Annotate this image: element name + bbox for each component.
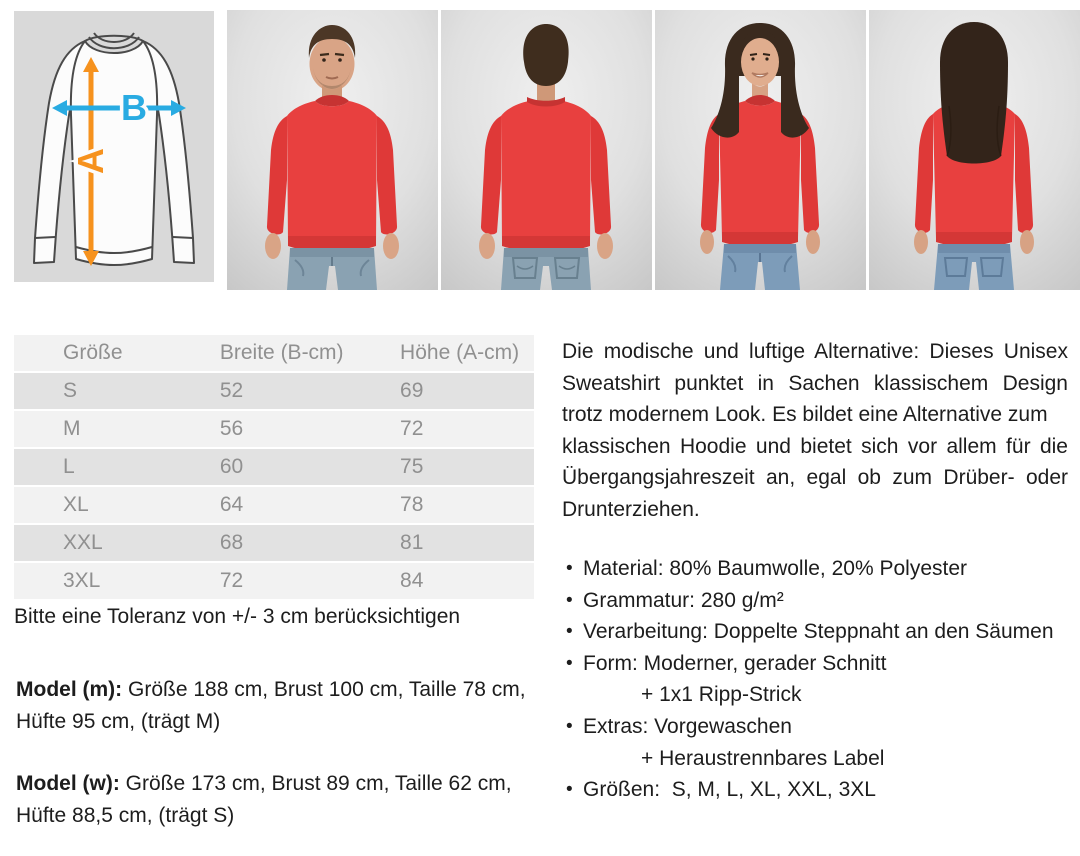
size-cell: 52: [171, 372, 351, 410]
size-cell: L: [14, 448, 171, 486]
table-row: [14, 448, 534, 486]
size-cell: 84: [351, 562, 534, 600]
model-w-info: [16, 768, 534, 832]
label-b: B: [121, 87, 147, 128]
tolerance-note: Bitte eine Toleranz von +/- 3 cm berücksichtigen: [14, 605, 461, 628]
size-cell: XXL: [14, 524, 171, 562]
description-part2: klassischen Hoodie und bietet sich vor allem für die Übergangsjahreszeit an, egal ob zum Drüber- oder Drunterziehen.: [562, 434, 1068, 521]
photo-model-female-front[interactable]: [655, 10, 866, 290]
feature-verarbeitung: Verarbeitung: Doppelte Steppnaht an den Säumen: [583, 620, 1054, 644]
table-header-row: [14, 335, 534, 372]
feature-grammatur: Grammatur: 280 g/m²: [583, 588, 784, 612]
table-row: [14, 410, 534, 448]
male-front-photo-svg: [227, 10, 438, 290]
table-row: [14, 486, 534, 524]
feature-form: [583, 648, 1072, 711]
description-part1: Die modische und luftige Alternative: Dieses Unisex Sweatshirt punktet in Sachen klassischem Design trotz modernem Look. Es bildet eine Alternative zum: [562, 340, 1068, 427]
size-cell: M: [14, 410, 171, 448]
female-front-photo-svg: [655, 10, 866, 290]
size-diagram-svg: [14, 11, 214, 282]
table-row: [14, 524, 534, 562]
size-cell: 78: [351, 486, 534, 524]
table-row: [14, 562, 534, 600]
model-m-info: [16, 674, 534, 738]
product-description: [562, 336, 1068, 526]
feature-extras: [583, 711, 1072, 774]
size-cell: S: [14, 372, 171, 410]
product-gallery: [14, 10, 1080, 290]
size-diagram-image[interactable]: [14, 11, 214, 282]
list-item: [566, 774, 1072, 806]
feature-extras-text: Extras: Vorgewaschen: [583, 714, 792, 738]
photo-model-male-back[interactable]: [441, 10, 652, 290]
size-table: [14, 335, 534, 601]
model-m-text: Größe 188 cm, Brust 100 cm, Taille 78 cm, Hüfte 95 cm, (trägt M): [16, 678, 526, 733]
feature-extras-sub: + Heraustrennbares Label: [641, 746, 885, 770]
size-cell: 72: [171, 562, 351, 600]
model-w-label: Model (w):: [16, 772, 120, 795]
model-m-label: Model (m):: [16, 678, 123, 701]
feature-material: Material: 80% Baumwolle, 20% Polyester: [583, 557, 968, 580]
size-cell: 69: [351, 372, 534, 410]
size-cell: 3XL: [14, 562, 171, 600]
list-item: [566, 648, 1072, 711]
bullet-icon: •: [566, 621, 573, 643]
header-breite: Breite (B-cm): [171, 335, 351, 372]
header-hoehe: Höhe (A-cm): [351, 335, 534, 372]
feature-form-sub: + 1x1 Ripp-Strick: [641, 683, 802, 707]
feature-form-text: Form: Moderner, gerader Schnitt: [583, 651, 887, 675]
size-cell: 68: [171, 524, 351, 562]
header-groesse: Größe: [14, 335, 171, 372]
size-cell: XL: [14, 486, 171, 524]
model-w-text: Größe 173 cm, Brust 89 cm, Taille 62 cm, Hüfte 88,5 cm, (trägt S): [16, 772, 512, 827]
bullet-icon: •: [566, 558, 573, 579]
size-cell: 81: [351, 524, 534, 562]
list-item: [566, 711, 1072, 774]
table-row: [14, 372, 534, 410]
list-item: [566, 553, 1072, 585]
label-a: A: [70, 148, 111, 174]
feature-groessen: Größen: S, M, L, XL, XXL, 3XL: [583, 778, 876, 802]
list-item: [566, 616, 1072, 648]
photo-model-male-front[interactable]: [227, 10, 438, 290]
bullet-icon: •: [566, 779, 573, 801]
size-cell: 56: [171, 410, 351, 448]
bullet-icon: •: [566, 715, 573, 737]
female-back-photo-svg: [869, 10, 1080, 290]
size-cell: 60: [171, 448, 351, 486]
bullet-icon: •: [566, 652, 573, 674]
size-cell: 75: [351, 448, 534, 486]
size-cell: 64: [171, 486, 351, 524]
feature-list: [566, 553, 1072, 806]
male-back-photo-svg: [441, 10, 652, 290]
size-cell: 72: [351, 410, 534, 448]
photo-model-female-back[interactable]: [869, 10, 1080, 290]
bullet-icon: •: [566, 589, 573, 611]
list-item: [566, 585, 1072, 617]
